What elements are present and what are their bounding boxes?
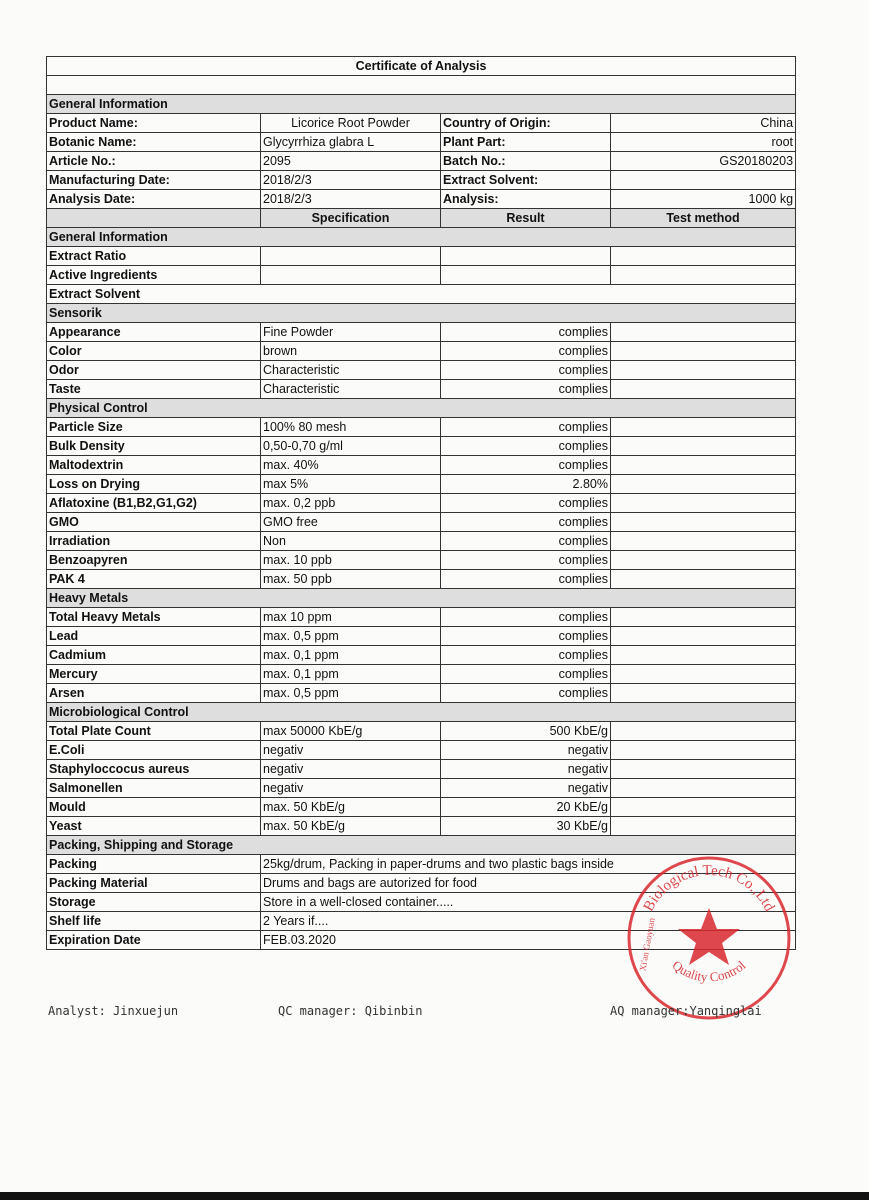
table-row	[47, 798, 796, 817]
result: complies	[441, 437, 611, 456]
botanic-name-value: Glycyrrhiza glabra L	[261, 133, 441, 152]
test-name: Taste	[47, 380, 261, 399]
specification: 0,50-0,70 g/ml	[261, 437, 441, 456]
test-name: Color	[47, 342, 261, 361]
stamp-text-bottom: Quality Control	[669, 957, 749, 985]
product-name-value: Licorice Root Powder	[261, 114, 441, 133]
specification: Drums and bags are autorized for food	[261, 874, 796, 893]
specification: negativ	[261, 741, 441, 760]
table-row	[47, 380, 796, 399]
test-name: E.Coli	[47, 741, 261, 760]
result: 20 KbE/g	[441, 798, 611, 817]
test-name: Packing	[47, 855, 261, 874]
table-row	[47, 285, 796, 304]
column-header-result: Result	[441, 209, 611, 228]
table-row	[47, 494, 796, 513]
test-name: Irradiation	[47, 532, 261, 551]
specification: Store in a well-closed container.....	[261, 893, 796, 912]
test-name: Yeast	[47, 817, 261, 836]
info-row	[47, 133, 796, 152]
result: complies	[441, 665, 611, 684]
quality-control-stamp-icon	[624, 853, 794, 1023]
specification: max. 0,5 ppm	[261, 627, 441, 646]
extract-ratio-label: Extract Ratio	[47, 247, 261, 266]
table-row	[47, 551, 796, 570]
result: negativ	[441, 779, 611, 798]
specification: 25kg/drum, Packing in paper-drums and two plastic bags inside	[261, 855, 796, 874]
table-row	[47, 456, 796, 475]
svg-text:Biological Tech Co.,Ltd	[641, 863, 778, 915]
test-method	[611, 418, 796, 437]
specification: FEB.03.2020	[261, 931, 796, 950]
table-row	[47, 684, 796, 703]
test-method	[611, 722, 796, 741]
test-method	[611, 361, 796, 380]
test-name: Maltodextrin	[47, 456, 261, 475]
product-name-label: Product Name:	[47, 114, 261, 133]
test-name: Storage	[47, 893, 261, 912]
specification: max. 0,2 ppb	[261, 494, 441, 513]
table-row	[47, 741, 796, 760]
table-row	[47, 817, 796, 836]
test-name: Bulk Density	[47, 437, 261, 456]
analysis-date-label: Analysis Date:	[47, 190, 261, 209]
result: 500 KbE/g	[441, 722, 611, 741]
result: complies	[441, 361, 611, 380]
scan-edge	[0, 1192, 869, 1200]
table-row	[47, 323, 796, 342]
result: 2.80%	[441, 475, 611, 494]
test-name: Staphyloccocus aureus	[47, 760, 261, 779]
specification: max. 50 KbE/g	[261, 798, 441, 817]
info-row	[47, 190, 796, 209]
test-method	[611, 551, 796, 570]
test-name: Expiration Date	[47, 931, 261, 950]
test-name: Particle Size	[47, 418, 261, 437]
blank-row	[47, 76, 796, 95]
test-name: Packing Material	[47, 874, 261, 893]
result: complies	[441, 494, 611, 513]
result: complies	[441, 684, 611, 703]
test-name: Total Heavy Metals	[47, 608, 261, 627]
specification: max 5%	[261, 475, 441, 494]
test-method	[611, 741, 796, 760]
country-label: Country of Origin:	[441, 114, 611, 133]
result: complies	[441, 570, 611, 589]
test-name: Appearance	[47, 323, 261, 342]
test-method	[611, 646, 796, 665]
test-method	[611, 475, 796, 494]
test-name: Lead	[47, 627, 261, 646]
article-no-value: 2095	[261, 152, 441, 171]
specification: 100% 80 mesh	[261, 418, 441, 437]
column-header-specification: Specification	[261, 209, 441, 228]
mfg-date-label: Manufacturing Date:	[47, 171, 261, 190]
specification: max 10 ppm	[261, 608, 441, 627]
result: complies	[441, 551, 611, 570]
result: complies	[441, 627, 611, 646]
botanic-name-label: Botanic Name:	[47, 133, 261, 152]
specification: negativ	[261, 760, 441, 779]
specification: Characteristic	[261, 361, 441, 380]
table-row	[47, 760, 796, 779]
test-name: PAK 4	[47, 570, 261, 589]
test-name: Mould	[47, 798, 261, 817]
column-header-blank	[47, 209, 261, 228]
test-method	[611, 323, 796, 342]
table-row	[47, 361, 796, 380]
table-row	[47, 608, 796, 627]
test-name: Mercury	[47, 665, 261, 684]
table-row	[47, 532, 796, 551]
table-row	[47, 266, 796, 285]
test-name: Total Plate Count	[47, 722, 261, 741]
specification: max. 40%	[261, 456, 441, 475]
test-name: Cadmium	[47, 646, 261, 665]
test-name: Aflatoxine (B1,B2,G1,G2)	[47, 494, 261, 513]
signature-footer	[46, 1004, 795, 1022]
result: complies	[441, 513, 611, 532]
batch-no-value: GS20180203	[611, 152, 796, 171]
test-method	[611, 684, 796, 703]
specification: max. 50 ppb	[261, 570, 441, 589]
active-ingredients-label: Active Ingredients	[47, 266, 261, 285]
specification: max. 0,5 ppm	[261, 684, 441, 703]
test-method	[611, 627, 796, 646]
specification: Fine Powder	[261, 323, 441, 342]
table-row	[47, 627, 796, 646]
mfg-date-value: 2018/2/3	[261, 171, 441, 190]
plant-part-label: Plant Part:	[441, 133, 611, 152]
analysis-table	[46, 56, 796, 950]
stamp-text-left: Xi'an Gaoyuan	[637, 917, 657, 972]
table-row	[47, 646, 796, 665]
table-row	[47, 513, 796, 532]
section-heavy-metals: Heavy Metals	[47, 589, 796, 608]
analysis-label: Analysis:	[441, 190, 611, 209]
extract-solvent-value	[611, 171, 796, 190]
specification: Non	[261, 532, 441, 551]
specification: Characteristic	[261, 380, 441, 399]
section-general-information: General Information	[47, 95, 796, 114]
result: complies	[441, 646, 611, 665]
svg-text:Quality Control	[670, 957, 749, 984]
result: 30 KbE/g	[441, 817, 611, 836]
test-method	[611, 342, 796, 361]
specification: max. 50 KbE/g	[261, 817, 441, 836]
info-row	[47, 171, 796, 190]
specification: GMO free	[261, 513, 441, 532]
test-name: Salmonellen	[47, 779, 261, 798]
test-method	[611, 456, 796, 475]
test-method	[611, 437, 796, 456]
specification: max. 0,1 ppm	[261, 646, 441, 665]
result: complies	[441, 456, 611, 475]
table-row	[47, 418, 796, 437]
specification: max. 10 ppb	[261, 551, 441, 570]
article-no-label: Article No.:	[47, 152, 261, 171]
test-method	[611, 380, 796, 399]
country-value: China	[611, 114, 796, 133]
test-method	[611, 494, 796, 513]
result: complies	[441, 342, 611, 361]
table-row	[47, 475, 796, 494]
specification: 2 Years if....	[261, 912, 796, 931]
test-method	[611, 570, 796, 589]
result: complies	[441, 608, 611, 627]
page-title: Certificate of Analysis	[47, 57, 796, 76]
analysis-date-value: 2018/2/3	[261, 190, 441, 209]
section-packing-shipping-storage: Packing, Shipping and Storage	[47, 836, 796, 855]
analyst-signature: Analyst: Jinxuejun	[48, 1004, 179, 1018]
info-row	[47, 152, 796, 171]
test-method	[611, 817, 796, 836]
specification: brown	[261, 342, 441, 361]
table-row	[47, 437, 796, 456]
aq-manager-signature: AQ manager:Yanqinglai	[610, 1004, 762, 1018]
stamp-star-icon	[678, 908, 740, 965]
test-name: Shelf life	[47, 912, 261, 931]
table-row	[47, 722, 796, 741]
table-row	[47, 342, 796, 361]
test-name: Benzoapyren	[47, 551, 261, 570]
section-physical-control: Physical Control	[47, 399, 796, 418]
test-method	[611, 779, 796, 798]
result: complies	[441, 323, 611, 342]
test-name: Arsen	[47, 684, 261, 703]
result: complies	[441, 532, 611, 551]
extract-solvent-label: Extract Solvent:	[441, 171, 611, 190]
specification: max 50000 KbE/g	[261, 722, 441, 741]
test-name: Loss on Drying	[47, 475, 261, 494]
result: complies	[441, 380, 611, 399]
table-row	[47, 570, 796, 589]
test-method	[611, 532, 796, 551]
table-row	[47, 247, 796, 266]
specification: negativ	[261, 779, 441, 798]
qc-manager-signature: QC manager: Qibinbin	[278, 1004, 423, 1018]
test-name: Odor	[47, 361, 261, 380]
extract-solvent-row-label: Extract Solvent	[47, 285, 796, 304]
result: complies	[441, 418, 611, 437]
test-method	[611, 608, 796, 627]
table-row	[47, 665, 796, 684]
section-sensorik: Sensorik	[47, 304, 796, 323]
test-method	[611, 760, 796, 779]
plant-part-value: root	[611, 133, 796, 152]
result: negativ	[441, 760, 611, 779]
specification: max. 0,1 ppm	[261, 665, 441, 684]
test-method	[611, 798, 796, 817]
certificate-sheet	[46, 56, 795, 1000]
result: negativ	[441, 741, 611, 760]
test-method	[611, 665, 796, 684]
section-microbiological-control: Microbiological Control	[47, 703, 796, 722]
stamp-text-top: Biological Tech Co.,Ltd	[640, 862, 778, 915]
section-general-information-2: General Information	[47, 228, 796, 247]
column-header-row	[47, 209, 796, 228]
test-method	[611, 513, 796, 532]
column-header-test-method: Test method	[611, 209, 796, 228]
table-row	[47, 779, 796, 798]
info-row	[47, 114, 796, 133]
test-name: GMO	[47, 513, 261, 532]
batch-no-label: Batch No.:	[441, 152, 611, 171]
analysis-value: 1000 kg	[611, 190, 796, 209]
